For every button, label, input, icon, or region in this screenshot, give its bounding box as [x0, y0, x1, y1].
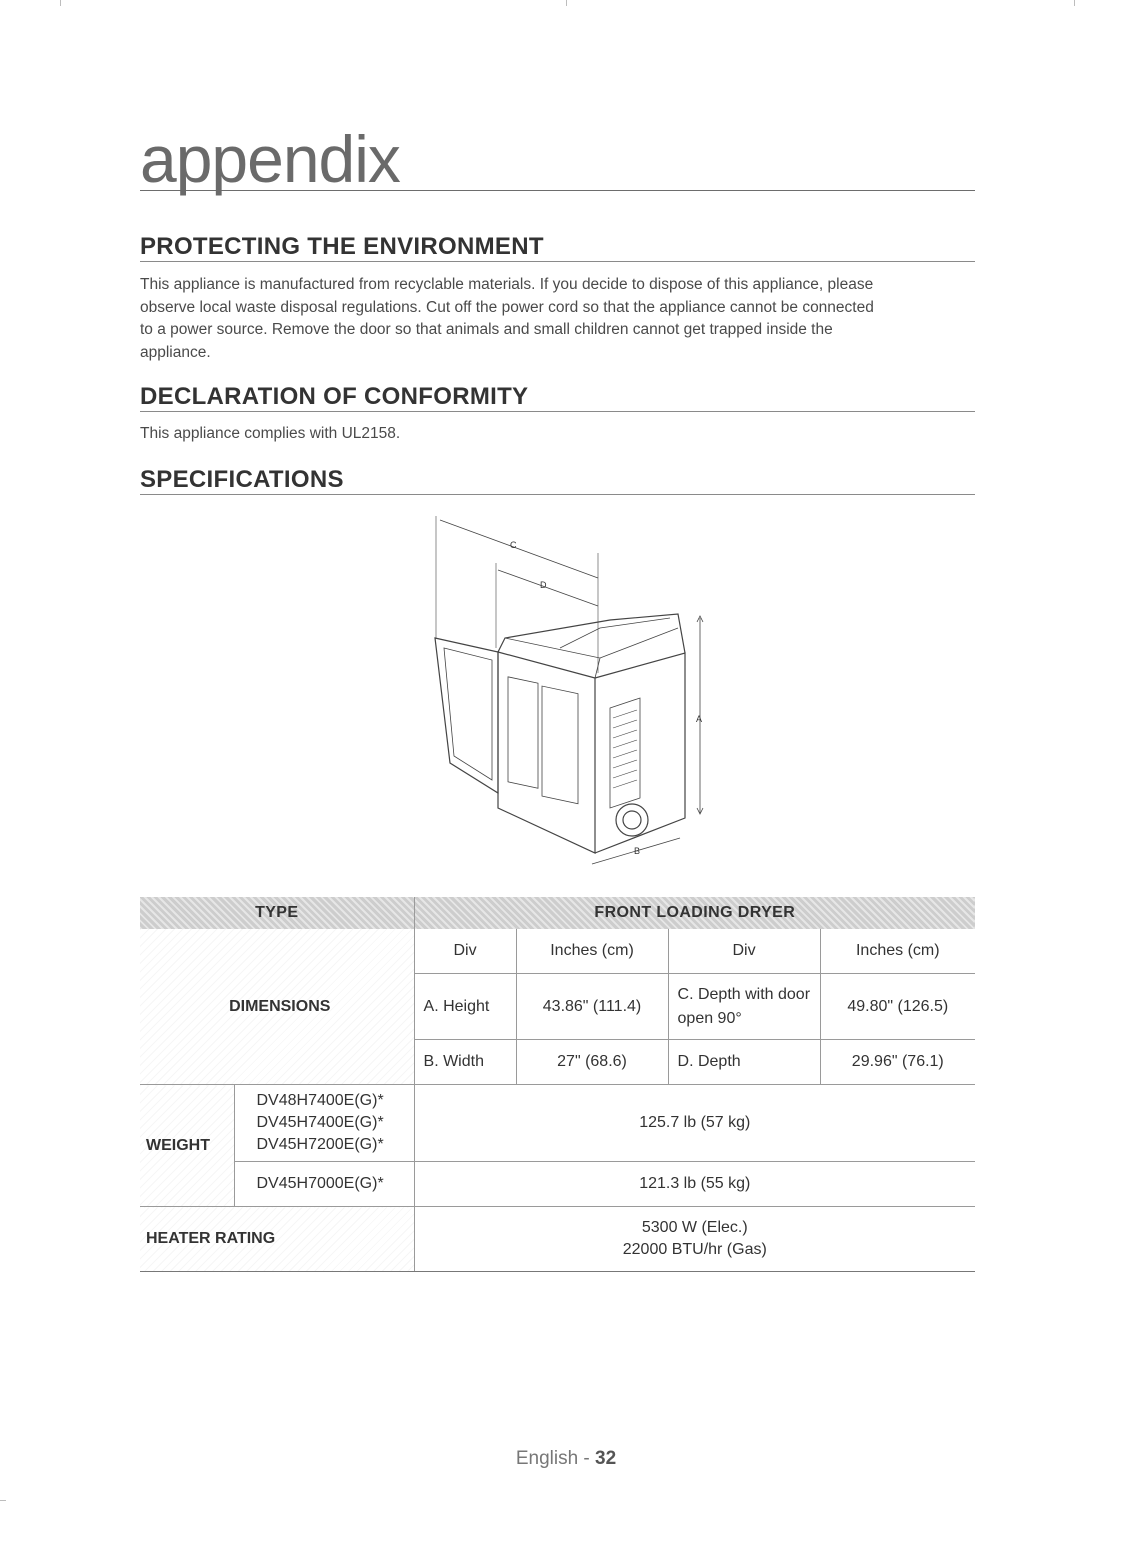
weight-value-a: 125.7 lb (57 kg) — [414, 1085, 975, 1162]
environment-line: to a power source. Remove the door so that animals and small children cannot get trapped inside the — [140, 321, 833, 338]
label-c: C — [510, 540, 517, 550]
page-title-text: appendix — [140, 122, 400, 196]
label-a: A — [696, 714, 703, 724]
heater-label: HEATER RATING — [140, 1207, 414, 1272]
label-b: B — [634, 846, 641, 856]
page-number: 32 — [595, 1448, 617, 1469]
dryer-dimension-diagram — [410, 508, 730, 880]
weight-models-group-a — [234, 1085, 414, 1162]
crop-mark — [1074, 0, 1075, 6]
heater-values — [414, 1207, 975, 1272]
table-header-row — [140, 897, 975, 929]
type-header: TYPE — [140, 897, 414, 929]
depth-value: 29.96" (76.1) — [820, 1040, 975, 1085]
page-title — [140, 122, 975, 196]
width-label: B. Width — [414, 1040, 516, 1085]
specifications-table — [140, 897, 975, 1272]
col-div: Div — [668, 929, 820, 974]
model-name: DV45H7200E(G)* — [256, 1136, 384, 1153]
footer-language: English - — [515, 1448, 596, 1469]
model-name: DV45H7400E(G)* — [256, 1114, 384, 1131]
model-name: DV48H7400E(G)* — [256, 1092, 384, 1109]
crop-mark — [60, 0, 61, 6]
environment-line: observe local waste disposal regulations. Cut off the power cord so that the appliance cannot be connected — [140, 298, 874, 316]
col-inches: Inches (cm) — [516, 929, 668, 974]
weight-model-b: DV45H7000E(G)* — [234, 1162, 414, 1207]
dryer-front-panel — [498, 652, 595, 853]
col-inches: Inches (cm) — [820, 929, 975, 974]
conformity-heading: DECLARATION OF CONFORMITY — [140, 383, 975, 412]
conformity-text: This appliance complies with UL2158. — [140, 425, 401, 442]
col-div: Div — [414, 929, 516, 974]
label-d: D — [540, 580, 547, 590]
dimensions-label: DIMENSIONS — [140, 929, 414, 1085]
environment-line: This appliance is manufactured from recyclable materials. If you decide to dispose of this appliance, please — [140, 276, 874, 293]
weight-label: WEIGHT — [140, 1085, 234, 1207]
depth-label: D. Depth — [668, 1040, 820, 1085]
heater-elec: 5300 W (Elec.) — [641, 1219, 748, 1236]
environment-line: appliance. — [140, 343, 211, 361]
product-header: FRONT LOADING DRYER — [414, 897, 975, 929]
depth-open-label: C. Depth with door open 90° — [668, 974, 820, 1040]
table-row — [140, 1085, 975, 1162]
environment-heading: PROTECTING THE ENVIRONMENT — [140, 233, 975, 262]
heater-gas: 22000 BTU/hr (Gas) — [622, 1241, 767, 1258]
specifications-heading: SPECIFICATIONS — [140, 466, 975, 495]
environment-text — [140, 274, 980, 364]
table-row — [140, 1162, 975, 1207]
height-value: 43.86" (111.4) — [516, 974, 668, 1040]
dimension-c-line — [440, 520, 598, 578]
crop-mark — [0, 1500, 6, 1501]
depth-open-value: 49.80" (126.5) — [820, 974, 975, 1040]
table-row — [140, 1207, 975, 1272]
table-row — [140, 929, 975, 974]
height-label: A. Height — [414, 974, 516, 1040]
dimension-d-line — [498, 570, 598, 606]
exhaust-vent — [616, 804, 648, 836]
weight-value-b: 121.3 lb (55 kg) — [414, 1162, 975, 1207]
width-value: 27" (68.6) — [516, 1040, 668, 1085]
page-footer — [0, 1448, 1132, 1470]
dryer-door — [435, 638, 498, 793]
crop-mark — [566, 0, 567, 6]
